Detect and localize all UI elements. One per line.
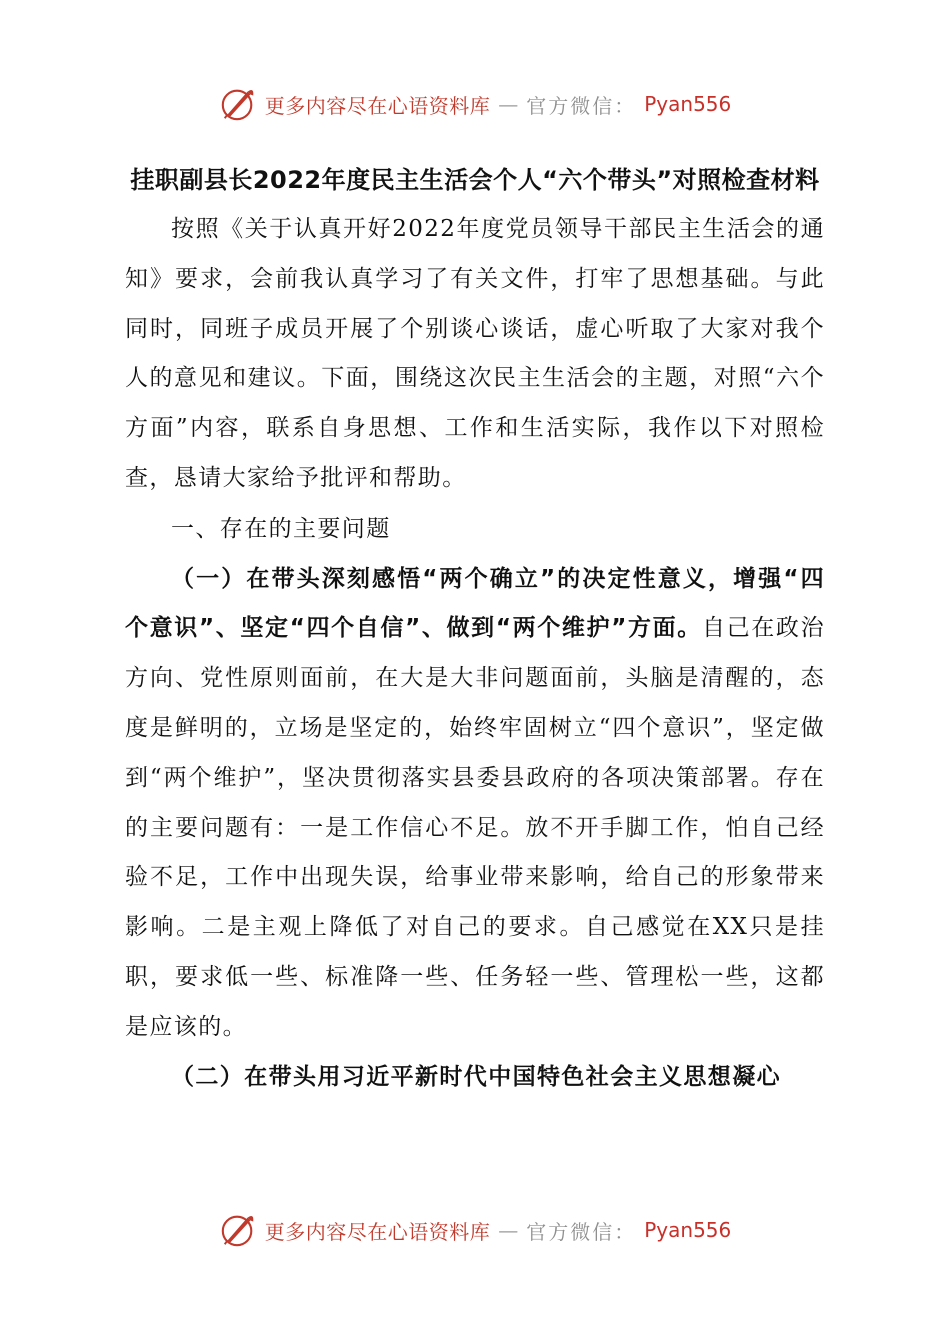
item-body: 自己在政治方向、党性原则面前，在大是大非问题面前，头脑是清醒的，态度是鲜明的，立场是坚定的，始终牢固树立“四个意识”，坚定做到“两个维护”，坚决贯彻落实县委县政府的各项决策部署。存在的主要问题有：一是工作信心不足。放不开手脚工作，怕自己经验不足，工作中出现失误，给事业带来影响，给自己的形象带来影响。二是主观上降低了对自己的要求。自己感觉在XX只是挂职，要求低一些、标准降一些、任务轻一些、管理松一些，这都是应该的。 <box>125 615 825 1040</box>
item-heading: （二）在带头用习近平新时代中国特色社会主义思想凝心 <box>171 1063 781 1090</box>
watermark-separator: — <box>498 92 519 116</box>
watermark-main-text: 更多内容尽在心语资料库 <box>264 93 491 118</box>
quill-pen-logo-icon <box>219 85 257 123</box>
section-heading: 一、存在的主要问题 <box>171 515 391 542</box>
intro-paragraph: 按照《关于认真开好2022年度党员领导干部民主生活会的通知》要求，会前我认真学习了有关文件，打牢了思想基础。与此同时，同班子成员开展了个别谈心谈话，虚心听取了大家对我个人的意见和建议。下面，围绕这次民主生活会的主题，对照“六个方面”内容，联系自身思想、工作和生活实际，我作以下对照检查，恳请大家给予批评和帮助。 <box>125 216 825 491</box>
watermark-separator: — <box>498 1218 519 1242</box>
quill-pen-logo-icon <box>219 1211 257 1249</box>
watermark-sub-text: 官方微信： <box>526 93 637 118</box>
header-watermark <box>0 84 950 124</box>
item-paragraph <box>125 1053 825 1103</box>
watermark-sub-text: 官方微信： <box>526 1219 637 1244</box>
document-title: 挂职副县长2022年度民主生活会个人“六个带头”对照检查材料 <box>130 166 820 194</box>
document-body <box>125 156 825 1102</box>
item-paragraph <box>125 555 825 1053</box>
item-heading: （一）在带头深刻感悟“两个确立”的决定性意义，增强“四个意识”、坚定“四个自信”、做到“两个维护”方面。 <box>125 565 825 642</box>
watermark-wechat-id: Pyan556 <box>644 1218 732 1242</box>
watermark-main-text: 更多内容尽在心语资料库 <box>264 1219 491 1244</box>
footer-watermark <box>0 1210 950 1250</box>
watermark-wechat-id: Pyan556 <box>644 92 732 116</box>
